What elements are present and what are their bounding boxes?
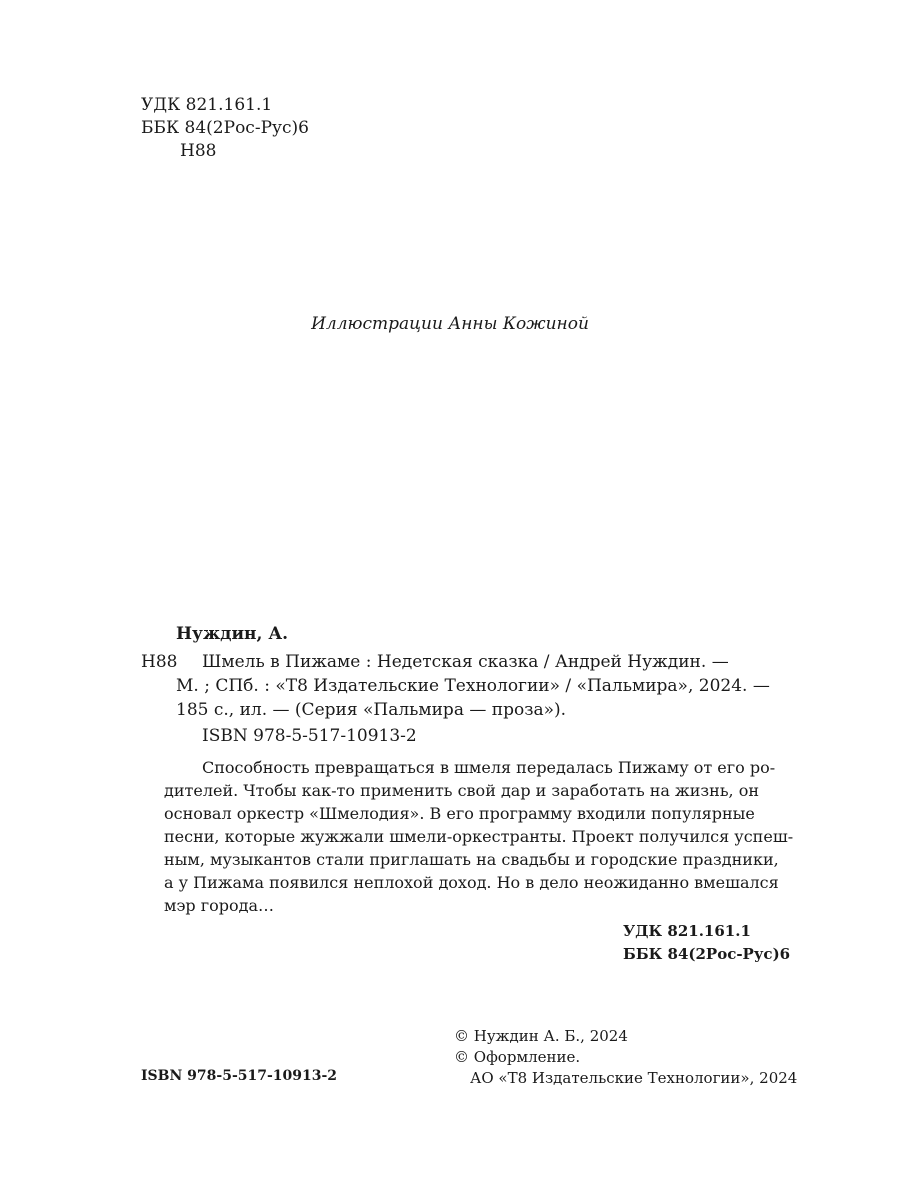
annotation-line: Способность превращаться в шмеля передалась Пижаму от его ро- <box>202 758 776 777</box>
annotation-line: ным, музыкантов стали приглашать на свадьбы и городские праздники, <box>164 850 779 869</box>
bibliography-title-line: Шмель в Пижаме : Недетская сказка / Андрей Нуждин. — <box>202 652 729 672</box>
annotation-line: а у Пижама появился неплохой доход. Но в дело неожиданно вмешался <box>164 873 779 892</box>
classification-codes-top <box>141 94 309 163</box>
udk-code: УДК 821.161.1 <box>141 95 273 115</box>
bibliography-author: Нуждин, А. <box>176 624 289 644</box>
copyright-publisher: АО «Т8 Издательские Технологии», 2024 <box>470 1069 798 1087</box>
bbk-code: ББК 84(2Рос-Рус)6 <box>141 118 309 138</box>
annotation-line: основал оркестр «Шмелодия». В его программу входили популярные <box>164 804 755 823</box>
copyright-design: © Оформление. <box>454 1048 581 1066</box>
author-mark: Н88 <box>180 141 217 161</box>
udk-code-bottom: УДК 821.161.1 <box>623 922 751 940</box>
illustrations-credit: Иллюстрации Анны Кожиной <box>311 314 589 334</box>
bibliography-record <box>141 650 770 722</box>
bibliography-isbn: ISBN 978-5-517-10913-2 <box>202 726 417 746</box>
isbn-bottom: ISBN 978-5-517-10913-2 <box>141 1068 338 1084</box>
annotation <box>164 756 794 917</box>
annotation-line: мэр города… <box>164 896 275 915</box>
bibliography-author-mark: Н88 <box>141 652 178 672</box>
copyright-author: © Нуждин А. Б., 2024 <box>454 1027 628 1045</box>
bibliography-pages-line: 185 с., ил. — (Серия «Пальмира — проза»). <box>176 700 567 720</box>
annotation-line: песни, которые жужжали шмели-оркестранты. Проект получился успеш- <box>164 827 794 846</box>
bbk-code-bottom: ББК 84(2Рос-Рус)6 <box>623 945 791 963</box>
classification-codes-bottom <box>623 920 790 966</box>
bibliography-publisher-line: М. ; СПб. : «Т8 Издательские Технологии» / «Пальмира», 2024. — <box>176 676 770 696</box>
copyright-block <box>454 1026 797 1089</box>
annotation-line: дителей. Чтобы как-то применить свой дар и заработать на жизнь, он <box>164 781 759 800</box>
